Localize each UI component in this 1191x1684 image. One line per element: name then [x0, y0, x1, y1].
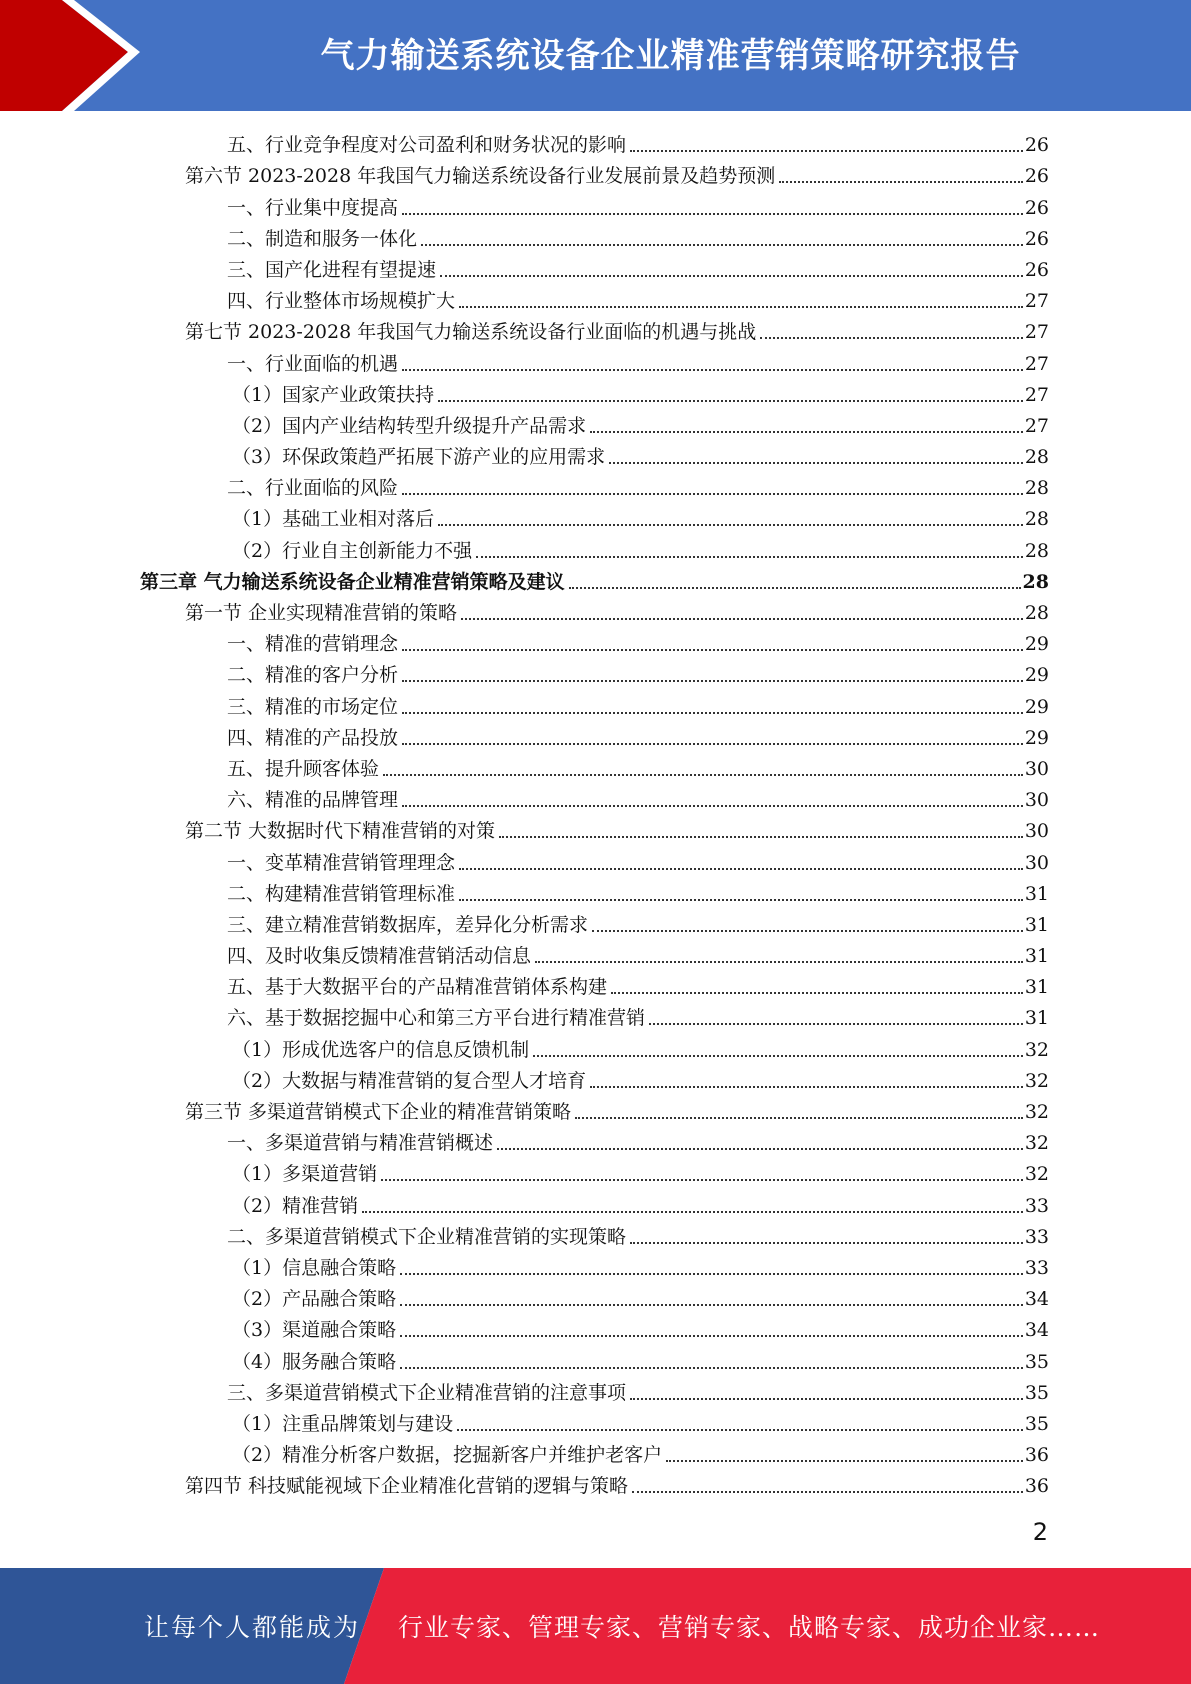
toc-entry-title: （2）国内产业结构转型升级提升产品需求 [232, 414, 587, 437]
toc-entry-page: 32 [1024, 1132, 1049, 1155]
toc-entry-title: 二、行业面临的风险 [227, 477, 399, 500]
toc-entry-page: 31 [1024, 882, 1049, 905]
toc-entry-page: 36 [1024, 1444, 1049, 1467]
toc-entry[interactable] [140, 908, 1049, 939]
toc-leader-dots [569, 586, 1021, 589]
toc-leader-dots [362, 1210, 1023, 1213]
toc-leader-dots [400, 1334, 1023, 1337]
page-footer [0, 1568, 1191, 1684]
toc-entry-page: 32 [1024, 1101, 1049, 1123]
toc-entry-title: 一、变革精准营销管理理念 [227, 851, 456, 874]
toc-entry[interactable] [140, 440, 1049, 471]
toc-entry[interactable] [140, 190, 1049, 221]
toc-entry-title: （1）基础工业相对落后 [232, 508, 435, 531]
toc-leader-dots [630, 1397, 1023, 1400]
toc-entry[interactable] [140, 1095, 1049, 1126]
toc-leader-dots [421, 243, 1023, 246]
toc-entry[interactable] [140, 159, 1049, 190]
toc-leader-dots [535, 960, 1023, 963]
toc-leader-dots [779, 180, 1023, 183]
toc-entry-page: 28 [1024, 602, 1049, 624]
toc-entry-title: （1）国家产业政策扶持 [232, 383, 435, 406]
toc-entry-page: 31 [1024, 976, 1049, 999]
toc-leader-dots [402, 648, 1023, 651]
toc-leader-dots [402, 679, 1023, 682]
toc-entry-title: 一、多渠道营销与精准营销概述 [227, 1132, 494, 1155]
toc-entry-page: 26 [1024, 258, 1049, 281]
toc-entry-page: 33 [1024, 1194, 1049, 1217]
toc-entry-page: 27 [1024, 383, 1049, 406]
toc-leader-dots [533, 1054, 1023, 1057]
toc-entry-title: （2）产品融合策略 [232, 1288, 397, 1311]
toc-entry-title: 五、提升顾客体验 [227, 757, 380, 780]
toc-entry[interactable] [140, 471, 1049, 502]
toc-entry[interactable] [140, 939, 1049, 970]
toc-entry[interactable] [140, 1157, 1049, 1188]
toc-entry-title: 六、精准的品牌管理 [227, 789, 399, 812]
toc-entry-page: 29 [1024, 633, 1049, 656]
toc-entry-title: 一、精准的营销理念 [227, 633, 399, 656]
toc-leader-dots [461, 617, 1023, 620]
toc-entry[interactable] [140, 689, 1049, 720]
toc-leader-dots [592, 929, 1023, 932]
toc-leader-dots [649, 1022, 1023, 1025]
toc-entry-title: 一、行业面临的机遇 [227, 352, 399, 375]
toc-leader-dots [457, 1428, 1023, 1431]
toc-entry-title: 第七节 2023-2028 年我国气力输送系统设备行业面临的机遇与挑战 [185, 321, 757, 344]
page-header [0, 0, 1191, 111]
toc-entry[interactable] [140, 502, 1049, 533]
toc-entry[interactable] [140, 877, 1049, 908]
toc-leader-dots [381, 1178, 1023, 1181]
toc-entry-page: 26 [1024, 227, 1049, 250]
toc-entry-page: 28 [1024, 446, 1049, 469]
toc-entry-page: 26 [1024, 134, 1049, 157]
toc-leader-dots [383, 773, 1023, 776]
toc-entry-title: 第三节 多渠道营销模式下企业的精准营销策略 [185, 1101, 572, 1123]
toc-entry[interactable] [140, 1282, 1049, 1313]
toc-entry-title: （2）行业自主创新能力不强 [232, 539, 473, 562]
toc-entry[interactable] [140, 1376, 1049, 1407]
toc-entry[interactable] [140, 1001, 1049, 1032]
toc-leader-dots [609, 461, 1023, 464]
toc-entry-page: 30 [1024, 757, 1049, 780]
toc-entry-page: 28 [1022, 570, 1049, 593]
toc-entry-page: 30 [1024, 789, 1049, 812]
toc-leader-dots [476, 555, 1023, 558]
toc-entry[interactable] [140, 1407, 1049, 1438]
toc-leader-dots [402, 212, 1023, 215]
toc-entry-page: 27 [1024, 352, 1049, 375]
toc-entry-page: 28 [1024, 477, 1049, 500]
footer-slogan-right: 行业专家、管理专家、营销专家、战略专家、成功企业家…… [398, 1613, 1101, 1642]
toc-leader-dots [459, 305, 1023, 308]
toc-entry[interactable] [140, 814, 1049, 845]
toc-entry-title: 二、构建精准营销管理标准 [227, 882, 456, 905]
toc-entry-page: 26 [1024, 196, 1049, 219]
toc-entry[interactable] [140, 315, 1049, 346]
toc-leader-dots [400, 1303, 1023, 1306]
toc-entry[interactable] [140, 752, 1049, 783]
toc-leader-dots [459, 867, 1023, 870]
toc-entry-page: 28 [1024, 508, 1049, 531]
toc-entry-title: （1）注重品牌策划与建设 [232, 1412, 454, 1435]
toc-entry-title: （1）多渠道营销 [232, 1163, 378, 1186]
toc-entry[interactable] [140, 1251, 1049, 1282]
toc-entry-page: 31 [1024, 1007, 1049, 1030]
toc-entry[interactable] [140, 1313, 1049, 1344]
toc-entry-page: 32 [1024, 1069, 1049, 1092]
header-chevron-graphic [0, 0, 160, 111]
table-of-contents [140, 128, 1049, 1500]
toc-entry[interactable] [140, 783, 1049, 814]
toc-entry[interactable] [140, 1064, 1049, 1095]
toc-leader-dots [590, 1085, 1023, 1088]
toc-leader-dots [760, 336, 1023, 339]
toc-entry-page: 34 [1024, 1288, 1049, 1311]
toc-leader-dots [402, 368, 1023, 371]
toc-entry[interactable] [140, 1032, 1049, 1063]
toc-entry[interactable] [140, 128, 1049, 159]
toc-entry-title: 五、基于大数据平台的产品精准营销体系构建 [227, 976, 608, 999]
toc-leader-dots [632, 1490, 1023, 1493]
toc-leader-dots [666, 1459, 1023, 1462]
toc-entry-title: 第一节 企业实现精准营销的策略 [185, 602, 458, 624]
toc-entry[interactable] [140, 845, 1049, 876]
toc-entry-page: 28 [1024, 539, 1049, 562]
toc-entry-title: 五、行业竞争程度对公司盈利和财务状况的影响 [227, 134, 627, 157]
toc-entry-page: 35 [1024, 1350, 1049, 1373]
toc-leader-dots [402, 711, 1023, 714]
toc-entry[interactable] [140, 1344, 1049, 1375]
toc-entry-page: 29 [1024, 664, 1049, 687]
toc-entry-page: 27 [1024, 414, 1049, 437]
toc-entry-title: 四、及时收集反馈精准营销活动信息 [227, 945, 532, 968]
toc-entry-title: （3）环保政策趋严拓展下游产业的应用需求 [232, 446, 606, 469]
toc-entry-title: （1）信息融合策略 [232, 1256, 397, 1279]
toc-entry-page: 30 [1024, 820, 1049, 843]
toc-leader-dots [402, 742, 1023, 745]
toc-entry[interactable] [140, 253, 1049, 284]
toc-entry-title: （2）大数据与精准营销的复合型人才培育 [232, 1069, 587, 1092]
toc-entry[interactable] [140, 721, 1049, 752]
toc-entry-title: 第六节 2023-2028 年我国气力输送系统设备行业发展前景及趋势预测 [185, 165, 776, 188]
toc-entry[interactable] [140, 565, 1049, 596]
toc-leader-dots [459, 898, 1023, 901]
toc-entry[interactable] [140, 1126, 1049, 1157]
toc-leader-dots [402, 804, 1023, 807]
toc-leader-dots [438, 523, 1023, 526]
toc-entry-title: （1）形成优选客户的信息反馈机制 [232, 1038, 530, 1061]
toc-entry-title: 二、精准的客户分析 [227, 664, 399, 687]
toc-leader-dots [630, 1241, 1023, 1244]
toc-entry[interactable] [140, 1469, 1049, 1500]
toc-entry[interactable] [140, 222, 1049, 253]
toc-leader-dots [630, 149, 1023, 152]
toc-entry-title: （2）精准分析客户数据，挖掘新客户并维护老客户 [232, 1444, 663, 1467]
toc-entry-page: 32 [1024, 1163, 1049, 1186]
footer-slogan-left: 让每个人都能成为 [144, 1613, 361, 1642]
toc-entry-title: 三、精准的市场定位 [227, 695, 399, 718]
toc-entry-title: 一、行业集中度提高 [227, 196, 399, 219]
toc-leader-dots [590, 430, 1023, 433]
toc-entry-title: 三、建立精准营销数据库，差异化分析需求 [227, 913, 589, 936]
toc-entry-title: （4）服务融合策略 [232, 1350, 397, 1373]
toc-entry-page: 29 [1024, 726, 1049, 749]
toc-entry-page: 36 [1024, 1475, 1049, 1498]
toc-leader-dots [497, 1147, 1023, 1150]
toc-entry-page: 27 [1024, 321, 1049, 344]
toc-entry-page: 31 [1024, 945, 1049, 968]
toc-entry-title: 第二节 大数据时代下精准营销的对策 [185, 820, 496, 843]
toc-entry-page: 27 [1024, 290, 1049, 313]
toc-entry[interactable] [140, 533, 1049, 564]
toc-entry-title: 第四节 科技赋能视域下企业精准化营销的逻辑与策略 [185, 1475, 629, 1498]
toc-entry-title: 六、基于数据挖掘中心和第三方平台进行精准营销 [227, 1007, 646, 1030]
toc-entry-page: 26 [1024, 165, 1049, 188]
toc-leader-dots [499, 835, 1023, 838]
toc-entry[interactable] [140, 378, 1049, 409]
toc-entry-title: 二、多渠道营销模式下企业精准营销的实现策略 [227, 1225, 627, 1248]
toc-entry-title: 三、多渠道营销模式下企业精准营销的注意事项 [227, 1381, 627, 1404]
toc-entry-title: 四、精准的产品投放 [227, 726, 399, 749]
document-title: 气力输送系统设备企业精准营销策略研究报告 [320, 35, 1021, 76]
toc-entry[interactable] [140, 1220, 1049, 1251]
toc-entry-title: （3）渠道融合策略 [232, 1319, 397, 1342]
toc-entry[interactable] [140, 970, 1049, 1001]
toc-leader-dots [438, 399, 1023, 402]
toc-entry-page: 33 [1024, 1256, 1049, 1279]
toc-entry-page: 32 [1024, 1038, 1049, 1061]
toc-entry-page: 31 [1024, 913, 1049, 936]
toc-entry-title: 三、国产化进程有望提速 [227, 258, 437, 281]
toc-entry-page: 30 [1024, 851, 1049, 874]
toc-entry-page: 35 [1024, 1412, 1049, 1435]
toc-entry[interactable] [140, 627, 1049, 658]
toc-entry[interactable] [140, 1188, 1049, 1219]
toc-leader-dots [440, 274, 1023, 277]
toc-entry-page: 35 [1024, 1381, 1049, 1404]
toc-entry[interactable] [140, 409, 1049, 440]
toc-entry-page: 29 [1024, 695, 1049, 718]
toc-entry[interactable] [140, 658, 1049, 689]
toc-leader-dots [611, 991, 1023, 994]
toc-entry-page: 33 [1024, 1225, 1049, 1248]
toc-entry-title: 第三章 气力输送系统设备企业精准营销策略及建议 [140, 570, 565, 593]
toc-entry[interactable] [140, 284, 1049, 315]
toc-entry-page: 34 [1024, 1319, 1049, 1342]
toc-leader-dots [400, 1272, 1023, 1275]
toc-entry-title: 二、制造和服务一体化 [227, 227, 418, 250]
toc-entry[interactable] [140, 346, 1049, 377]
toc-entry-title: 四、行业整体市场规模扩大 [227, 290, 456, 313]
toc-entry-title: （2）精准营销 [232, 1194, 359, 1217]
toc-leader-dots [400, 1366, 1023, 1369]
toc-entry[interactable] [140, 596, 1049, 627]
toc-leader-dots [402, 492, 1023, 495]
page-number: 2 [1032, 1518, 1048, 1546]
toc-leader-dots [575, 1116, 1023, 1119]
toc-entry[interactable] [140, 1438, 1049, 1469]
